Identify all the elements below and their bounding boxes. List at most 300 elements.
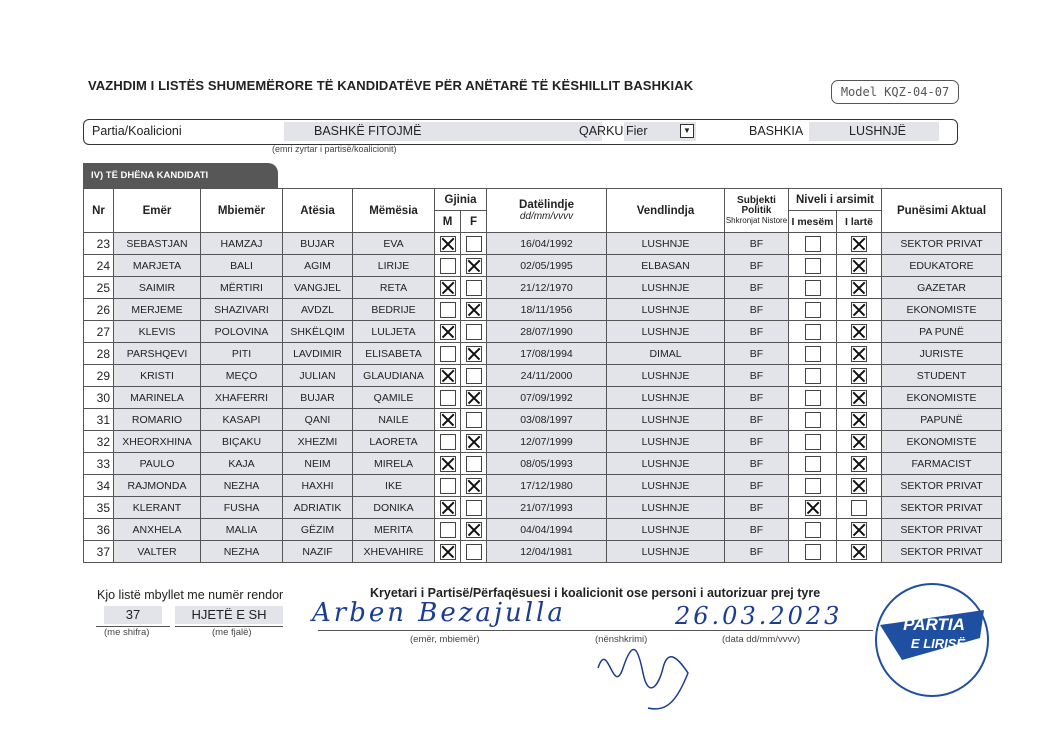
cell-emer[interactable]: SAIMIR — [114, 277, 201, 299]
cell-atesia[interactable]: QANI — [283, 409, 353, 431]
gender-cell — [435, 541, 461, 563]
bashkia-label: BASHKIA — [749, 124, 804, 138]
education-cell — [789, 277, 837, 299]
cell-vendlindja[interactable]: LUSHNJE — [607, 497, 725, 519]
cell-punesimi[interactable]: PAPUNË — [882, 409, 1002, 431]
table-row — [84, 431, 1002, 453]
cell-punesimi[interactable]: EKONOMISTE — [882, 387, 1002, 409]
cell-mbiemer[interactable]: MEÇO — [201, 365, 283, 387]
cell-nr: 25 — [84, 277, 114, 299]
gender-cell — [435, 233, 461, 255]
col-mbiemer: Mbiemër — [201, 189, 283, 233]
cell-date[interactable]: 21/07/1993 — [487, 497, 607, 519]
cell-memesia[interactable]: QAMILE — [353, 387, 435, 409]
cell-memesia[interactable]: DONIKA — [353, 497, 435, 519]
cell-emer[interactable]: XHEORXHINA — [114, 431, 201, 453]
gender-cell — [461, 409, 487, 431]
edu-larte-checkbox[interactable] — [851, 544, 867, 560]
cell-atesia[interactable]: BUJAR — [283, 387, 353, 409]
education-cell — [789, 409, 837, 431]
table-row — [84, 475, 1002, 497]
cell-nr: 28 — [84, 343, 114, 365]
candidates-table — [83, 188, 1002, 563]
table-row — [84, 409, 1002, 431]
cell-nr: 35 — [84, 497, 114, 519]
cell-mbiemer[interactable]: POLOVINA — [201, 321, 283, 343]
cell-memesia[interactable]: MIRELA — [353, 453, 435, 475]
cell-memesia[interactable]: IKE — [353, 475, 435, 497]
col-subjekti — [725, 189, 789, 233]
cell-date[interactable]: 17/08/1994 — [487, 343, 607, 365]
cell-memesia[interactable]: GLAUDIANA — [353, 365, 435, 387]
cell-atesia[interactable]: BUJAR — [283, 233, 353, 255]
cell-mbiemer[interactable]: MALIA — [201, 519, 283, 541]
gender-f-checkbox[interactable] — [466, 478, 482, 494]
cell-memesia[interactable]: LAORETA — [353, 431, 435, 453]
cell-punesimi[interactable]: SEKTOR PRIVAT — [882, 519, 1002, 541]
cell-punesimi[interactable]: GAZETAR — [882, 277, 1002, 299]
cell-subjekti[interactable]: BF — [725, 387, 789, 409]
edu-mesem-checkbox[interactable] — [805, 456, 821, 472]
edu-larte-checkbox[interactable] — [851, 368, 867, 384]
education-cell — [789, 431, 837, 453]
gender-f-checkbox[interactable] — [466, 236, 482, 252]
cell-emer[interactable]: VALTER — [114, 541, 201, 563]
datelindje-label: Datëlindje — [519, 199, 574, 211]
cell-memesia[interactable]: XHEVAHIRE — [353, 541, 435, 563]
gender-cell — [435, 519, 461, 541]
education-cell — [837, 299, 882, 321]
gender-f-checkbox[interactable] — [466, 302, 482, 318]
cell-atesia[interactable]: HAXHI — [283, 475, 353, 497]
cell-nr: 29 — [84, 365, 114, 387]
cell-nr: 33 — [84, 453, 114, 475]
gender-m-checkbox[interactable] — [440, 236, 456, 252]
cell-mbiemer[interactable]: BALI — [201, 255, 283, 277]
cell-emer[interactable]: PARSHQEVI — [114, 343, 201, 365]
qarku-select[interactable] — [624, 122, 696, 141]
cell-vendlindja[interactable]: LUSHNJE — [607, 299, 725, 321]
gender-m-checkbox[interactable] — [440, 456, 456, 472]
cell-emer[interactable]: RAJMONDA — [114, 475, 201, 497]
gender-f-checkbox[interactable] — [466, 346, 482, 362]
cell-subjekti[interactable]: BF — [725, 409, 789, 431]
col-m: M — [435, 211, 461, 233]
cell-memesia[interactable]: LIRIJE — [353, 255, 435, 277]
cell-vendlindja[interactable]: LUSHNJE — [607, 387, 725, 409]
edu-mesem-checkbox[interactable] — [805, 280, 821, 296]
cell-atesia[interactable]: NEIM — [283, 453, 353, 475]
col-larte: I lartë — [837, 211, 882, 233]
cell-punesimi[interactable]: FARMACIST — [882, 453, 1002, 475]
qarku-value: Fier — [626, 124, 648, 138]
cell-punesimi[interactable]: SEKTOR PRIVAT — [882, 233, 1002, 255]
cell-emer[interactable]: KLEVIS — [114, 321, 201, 343]
col-memesia: Mëmësia — [353, 189, 435, 233]
cell-mbiemer[interactable]: FUSHA — [201, 497, 283, 519]
education-cell — [837, 343, 882, 365]
cell-date[interactable]: 08/05/1993 — [487, 453, 607, 475]
education-cell — [837, 365, 882, 387]
cell-nr: 34 — [84, 475, 114, 497]
section-tab: IV) TË DHËNA KANDIDATI — [83, 163, 278, 188]
cell-memesia[interactable]: EVA — [353, 233, 435, 255]
cell-nr: 30 — [84, 387, 114, 409]
gender-m-checkbox[interactable] — [440, 522, 456, 538]
education-cell — [789, 453, 837, 475]
cell-memesia[interactable]: BEDRIJE — [353, 299, 435, 321]
cell-atesia[interactable]: AVDZL — [283, 299, 353, 321]
cell-memesia[interactable]: ELISABETA — [353, 343, 435, 365]
col-f: F — [461, 211, 487, 233]
gender-m-checkbox[interactable] — [440, 258, 456, 274]
gender-m-checkbox[interactable] — [440, 368, 456, 384]
education-cell — [837, 541, 882, 563]
cell-vendlindja[interactable]: LUSHNJE — [607, 541, 725, 563]
gender-m-checkbox[interactable] — [440, 544, 456, 560]
education-cell — [837, 255, 882, 277]
education-cell — [837, 387, 882, 409]
gender-m-checkbox[interactable] — [440, 412, 456, 428]
education-cell — [789, 365, 837, 387]
subjekti-sub: Shkronjat Nistore — [725, 215, 788, 225]
cell-subjekti[interactable]: BF — [725, 255, 789, 277]
signature-icon — [588, 628, 708, 718]
cell-punesimi[interactable]: SEKTOR PRIVAT — [882, 497, 1002, 519]
svg-text:PARTIA: PARTIA — [903, 615, 965, 634]
cell-punesimi[interactable]: PA PUNË — [882, 321, 1002, 343]
cell-subjekti[interactable]: BF — [725, 321, 789, 343]
gender-m-checkbox[interactable] — [440, 500, 456, 516]
model-code: Model KQZ-04-07 — [831, 80, 959, 104]
cell-atesia[interactable]: XHEZMI — [283, 431, 353, 453]
cell-atesia[interactable]: JULIAN — [283, 365, 353, 387]
party-note: (emri zyrtar i partisë/koalicionit) — [272, 144, 397, 154]
cell-mbiemer[interactable]: SHAZIVARI — [201, 299, 283, 321]
handwritten-name: Arben Bezajulla — [312, 598, 566, 628]
table-row — [84, 277, 1002, 299]
cell-subjekti[interactable]: BF — [725, 233, 789, 255]
gender-f-checkbox[interactable] — [466, 324, 482, 340]
edu-larte-checkbox[interactable] — [851, 324, 867, 340]
edu-mesem-checkbox[interactable] — [805, 324, 821, 340]
gender-cell — [435, 277, 461, 299]
cell-atesia[interactable]: SHKËLQIM — [283, 321, 353, 343]
form-title: VAZHDIM I LISTËS SHUMEMËRORE TË KANDIDATËVE PËR ANËTARË TË KËSHILLIT BASHKIAK — [88, 78, 694, 93]
education-cell — [789, 497, 837, 519]
table-row — [84, 453, 1002, 475]
gender-cell — [461, 365, 487, 387]
date-label: (data dd/mm/vvvv) — [722, 634, 801, 645]
cell-punesimi[interactable]: STUDENT — [882, 365, 1002, 387]
edu-larte-checkbox[interactable] — [851, 390, 867, 406]
cell-emer[interactable]: PAULO — [114, 453, 201, 475]
chevron-down-icon[interactable]: ▼ — [680, 124, 694, 138]
cell-punesimi[interactable]: EKONOMISTE — [882, 299, 1002, 321]
cell-mbiemer[interactable]: KAJA — [201, 453, 283, 475]
col-atesia: Atësia — [283, 189, 353, 233]
edu-larte-checkbox[interactable] — [851, 522, 867, 538]
table-row — [84, 343, 1002, 365]
cell-atesia[interactable]: GËZIM — [283, 519, 353, 541]
gender-m-checkbox[interactable] — [440, 390, 456, 406]
cell-memesia[interactable]: RETA — [353, 277, 435, 299]
table-row — [84, 233, 1002, 255]
education-cell — [789, 519, 837, 541]
cell-subjekti[interactable]: BF — [725, 299, 789, 321]
edu-mesem-checkbox[interactable] — [805, 522, 821, 538]
cell-atesia[interactable]: ADRIATIK — [283, 497, 353, 519]
cell-subjekti[interactable]: BF — [725, 475, 789, 497]
cell-mbiemer[interactable]: KASAPI — [201, 409, 283, 431]
party-label: Partia/Koalicioni — [92, 124, 182, 138]
cell-date[interactable]: 03/08/1997 — [487, 409, 607, 431]
cell-nr: 37 — [84, 541, 114, 563]
edu-larte-checkbox[interactable] — [851, 258, 867, 274]
subjekti-label: Subjekti Politik — [737, 194, 776, 216]
edu-larte-checkbox[interactable] — [851, 280, 867, 296]
cell-date[interactable]: 24/11/2000 — [487, 365, 607, 387]
cell-punesimi[interactable]: JURISTE — [882, 343, 1002, 365]
cell-subjekti[interactable]: BF — [725, 365, 789, 387]
gender-cell — [461, 475, 487, 497]
cell-date[interactable]: 04/04/1994 — [487, 519, 607, 541]
gender-cell — [461, 453, 487, 475]
cell-vendlindja[interactable]: LUSHNJE — [607, 431, 725, 453]
edu-mesem-checkbox[interactable] — [805, 544, 821, 560]
cell-nr: 31 — [84, 409, 114, 431]
gender-cell — [461, 541, 487, 563]
gender-cell — [435, 321, 461, 343]
col-datelindje — [487, 189, 607, 233]
gender-cell — [435, 255, 461, 277]
cell-vendlindja[interactable]: LUSHNJE — [607, 233, 725, 255]
gender-m-checkbox[interactable] — [440, 346, 456, 362]
edu-larte-checkbox[interactable] — [851, 412, 867, 428]
education-cell — [837, 321, 882, 343]
cell-date[interactable]: 28/07/1990 — [487, 321, 607, 343]
edu-mesem-checkbox[interactable] — [805, 258, 821, 274]
cell-subjekti[interactable]: BF — [725, 343, 789, 365]
edu-mesem-checkbox[interactable] — [805, 478, 821, 494]
handwritten-date: 26.03.2023 — [675, 602, 843, 630]
edu-larte-checkbox[interactable] — [851, 302, 867, 318]
edu-mesem-checkbox[interactable] — [805, 302, 821, 318]
svg-text:E LIRISË: E LIRISË — [910, 636, 966, 651]
cell-subjekti[interactable]: BF — [725, 277, 789, 299]
table-row — [84, 321, 1002, 343]
gender-cell — [461, 321, 487, 343]
gender-m-checkbox[interactable] — [440, 302, 456, 318]
gender-f-checkbox[interactable] — [466, 434, 482, 450]
gender-cell — [461, 299, 487, 321]
cell-nr: 36 — [84, 519, 114, 541]
cell-emer[interactable]: SEBASTJAN — [114, 233, 201, 255]
edu-larte-checkbox[interactable] — [851, 456, 867, 472]
cell-subjekti[interactable]: BF — [725, 519, 789, 541]
cell-atesia[interactable]: AGIM — [283, 255, 353, 277]
cell-nr: 23 — [84, 233, 114, 255]
qarku-label: QARKU — [579, 124, 624, 138]
education-cell — [789, 343, 837, 365]
cell-date[interactable]: 18/11/1956 — [487, 299, 607, 321]
bashkia-field[interactable] — [809, 122, 939, 141]
gender-cell — [461, 233, 487, 255]
table-row — [84, 387, 1002, 409]
bashkia-value: LUSHNJË — [849, 124, 906, 138]
edu-mesem-checkbox[interactable] — [805, 368, 821, 384]
col-gjinia: Gjinia — [435, 189, 487, 211]
party-stamp-icon — [872, 580, 992, 700]
cell-emer[interactable]: ANXHELA — [114, 519, 201, 541]
education-cell — [837, 409, 882, 431]
cell-memesia[interactable]: MERITA — [353, 519, 435, 541]
cell-memesia[interactable]: LULJETA — [353, 321, 435, 343]
edu-larte-checkbox[interactable] — [851, 434, 867, 450]
table-row — [84, 519, 1002, 541]
cell-date[interactable]: 16/04/1992 — [487, 233, 607, 255]
cell-vendlindja[interactable]: LUSHNJE — [607, 409, 725, 431]
gender-m-checkbox[interactable] — [440, 478, 456, 494]
edu-mesem-checkbox[interactable] — [805, 434, 821, 450]
cell-date[interactable]: 21/12/1970 — [487, 277, 607, 299]
edu-mesem-checkbox[interactable] — [805, 390, 821, 406]
cell-emer[interactable]: KLERANT — [114, 497, 201, 519]
cell-subjekti[interactable]: BF — [725, 497, 789, 519]
name-label: (emër, mbiemër) — [410, 634, 480, 645]
gender-f-checkbox[interactable] — [466, 390, 482, 406]
edu-mesem-checkbox[interactable] — [805, 500, 821, 516]
edu-mesem-checkbox[interactable] — [805, 412, 821, 428]
cell-date[interactable]: 07/09/1992 — [487, 387, 607, 409]
chair-text: Kryetari i Partisë/Përfaqësuesi i koalicionit ose personi i autorizuar prej tyre — [370, 586, 821, 600]
cell-mbiemer[interactable]: PITI — [201, 343, 283, 365]
gender-cell — [461, 431, 487, 453]
cell-mbiemer[interactable]: XHAFERRI — [201, 387, 283, 409]
gender-m-checkbox[interactable] — [440, 324, 456, 340]
edu-larte-checkbox[interactable] — [851, 346, 867, 362]
col-emer: Emër — [114, 189, 201, 233]
cell-emer[interactable]: MERJEME — [114, 299, 201, 321]
education-cell — [837, 277, 882, 299]
gender-cell — [461, 387, 487, 409]
cell-punesimi[interactable]: SEKTOR PRIVAT — [882, 475, 1002, 497]
cell-punesimi[interactable]: SEKTOR PRIVAT — [882, 541, 1002, 563]
gender-cell — [461, 519, 487, 541]
cell-vendlindja[interactable]: LUSHNJE — [607, 475, 725, 497]
education-cell — [789, 387, 837, 409]
cell-atesia[interactable]: NAZIF — [283, 541, 353, 563]
cell-punesimi[interactable]: EDUKATORE — [882, 255, 1002, 277]
cell-mbiemer[interactable]: HAMZAJ — [201, 233, 283, 255]
cell-emer[interactable]: MARJETA — [114, 255, 201, 277]
cell-atesia[interactable]: LAVDIMIR — [283, 343, 353, 365]
gender-cell — [461, 255, 487, 277]
date-format: dd/mm/vvvv — [519, 211, 574, 222]
edu-larte-checkbox[interactable] — [851, 500, 867, 516]
cell-nr: 26 — [84, 299, 114, 321]
cell-date[interactable]: 02/05/1995 — [487, 255, 607, 277]
cell-vendlindja[interactable]: LUSHNJE — [607, 277, 725, 299]
gender-cell — [435, 299, 461, 321]
cell-subjekti[interactable]: BF — [725, 453, 789, 475]
gender-cell — [435, 387, 461, 409]
edu-larte-checkbox[interactable] — [851, 236, 867, 252]
gender-m-checkbox[interactable] — [440, 434, 456, 450]
col-nr: Nr — [84, 189, 114, 233]
gender-f-checkbox[interactable] — [466, 280, 482, 296]
gender-f-checkbox[interactable] — [466, 522, 482, 538]
education-cell — [789, 255, 837, 277]
table-row — [84, 365, 1002, 387]
cell-mbiemer[interactable]: MËRTIRI — [201, 277, 283, 299]
education-cell — [789, 321, 837, 343]
cell-nr: 24 — [84, 255, 114, 277]
education-cell — [837, 497, 882, 519]
cell-nr: 27 — [84, 321, 114, 343]
cell-mbiemer[interactable]: NEZHA — [201, 475, 283, 497]
edu-mesem-checkbox[interactable] — [805, 346, 821, 362]
education-cell — [837, 475, 882, 497]
cell-emer[interactable]: MARINELA — [114, 387, 201, 409]
cell-atesia[interactable]: VANGJEL — [283, 277, 353, 299]
education-cell — [789, 233, 837, 255]
education-cell — [837, 453, 882, 475]
cell-vendlindja[interactable]: LUSHNJE — [607, 365, 725, 387]
gender-f-checkbox[interactable] — [466, 258, 482, 274]
cell-mbiemer[interactable]: NEZHA — [201, 541, 283, 563]
cell-emer[interactable]: ROMARIO — [114, 409, 201, 431]
closing-number-words[interactable]: HJETË E SH — [175, 606, 283, 624]
cell-subjekti[interactable]: BF — [725, 431, 789, 453]
gender-cell — [435, 343, 461, 365]
words-label: (me fjalë) — [212, 627, 252, 638]
cell-vendlindja[interactable]: LUSHNJE — [607, 519, 725, 541]
cell-vendlindja[interactable]: ELBASAN — [607, 255, 725, 277]
gender-f-checkbox[interactable] — [466, 456, 482, 472]
gender-f-checkbox[interactable] — [466, 368, 482, 384]
cell-date[interactable]: 12/07/1999 — [487, 431, 607, 453]
gender-f-checkbox[interactable] — [466, 544, 482, 560]
education-cell — [789, 475, 837, 497]
gender-m-checkbox[interactable] — [440, 280, 456, 296]
cell-vendlindja[interactable]: LUSHNJE — [607, 321, 725, 343]
education-cell — [837, 519, 882, 541]
cell-mbiemer[interactable]: BIÇAKU — [201, 431, 283, 453]
cell-date[interactable]: 17/12/1980 — [487, 475, 607, 497]
gender-cell — [461, 497, 487, 519]
cell-vendlindja[interactable]: DIMAL — [607, 343, 725, 365]
cell-nr: 32 — [84, 431, 114, 453]
education-cell — [789, 541, 837, 563]
cell-memesia[interactable]: NAILE — [353, 409, 435, 431]
cell-vendlindja[interactable]: LUSHNJE — [607, 453, 725, 475]
gender-cell — [435, 453, 461, 475]
edu-mesem-checkbox[interactable] — [805, 236, 821, 252]
gender-f-checkbox[interactable] — [466, 500, 482, 516]
cell-emer[interactable]: KRISTI — [114, 365, 201, 387]
gender-cell — [435, 365, 461, 387]
edu-larte-checkbox[interactable] — [851, 478, 867, 494]
cell-punesimi[interactable]: EKONOMISTE — [882, 431, 1002, 453]
gender-cell — [435, 475, 461, 497]
gender-f-checkbox[interactable] — [466, 412, 482, 428]
closing-number[interactable]: 37 — [104, 606, 162, 624]
cell-date[interactable]: 12/04/1981 — [487, 541, 607, 563]
gender-cell — [435, 431, 461, 453]
cell-subjekti[interactable]: BF — [725, 541, 789, 563]
party-name-field[interactable] — [284, 122, 602, 141]
